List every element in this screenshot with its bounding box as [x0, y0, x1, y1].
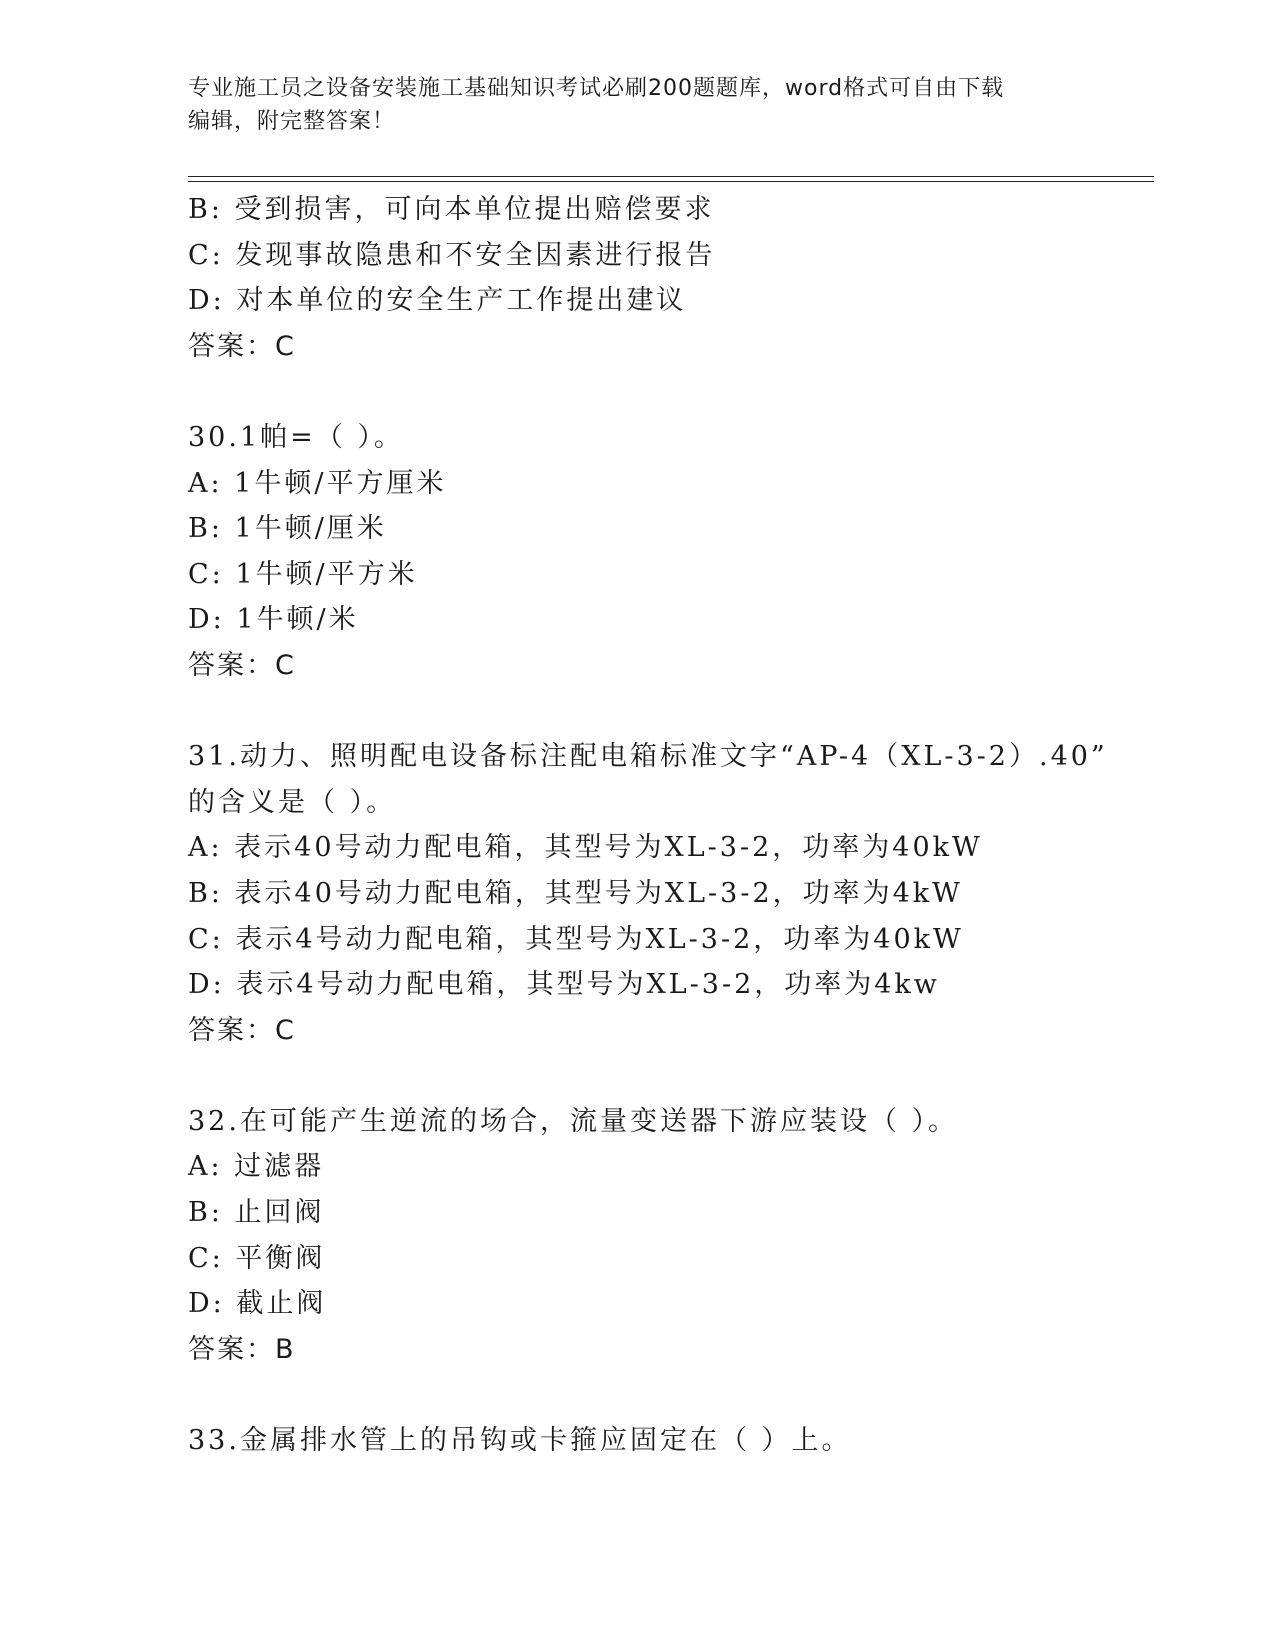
header-title-line-2: 编辑，附完整答案！ — [188, 109, 396, 134]
question-32-block — [188, 1099, 1154, 1373]
question-31-option-c: C: 表示4号动力配电箱，其型号为XL-3-2，功率为40kW — [188, 923, 964, 955]
question-31-block — [188, 734, 1154, 1053]
document-header — [188, 72, 1068, 138]
question-33-stem: 33.金属排水管上的吊钩或卡箍应固定在（ ）上。 — [188, 1425, 852, 1457]
question-31-answer: 答案：C — [188, 1014, 296, 1046]
question-31-option-b: B: 表示40号动力配电箱，其型号为XL-3-2，功率为4kW — [188, 877, 963, 909]
question-30-answer: 答案：C — [188, 649, 296, 681]
question-32-answer: 答案：B — [188, 1333, 296, 1365]
question-29-option-d: D: 对本单位的安全生产工作提出建议 — [188, 285, 687, 317]
question-32-stem: 32.在可能产生逆流的场合，流量变送器下游应装设（ ）。 — [188, 1105, 959, 1137]
question-33-block — [188, 1418, 1154, 1464]
question-30-option-c: C: 1牛顿/平方米 — [188, 558, 418, 590]
spacer — [188, 1372, 1154, 1418]
question-29-option-c: C: 发现事故隐患和不安全因素进行报告 — [188, 239, 716, 271]
question-29-answer: 答案：C — [188, 330, 296, 362]
header-title-line-1: 专业施工员之设备安装施工基础知识考试必刷200题题库，word格式可自由下载 — [188, 76, 1005, 101]
question-29-block — [188, 187, 1154, 369]
header-divider-top — [188, 176, 1154, 177]
question-29-option-b: B: 受到损害，可向本单位提出赔偿要求 — [188, 194, 715, 225]
question-32-option-d: D: 截止阀 — [188, 1288, 327, 1320]
question-list — [188, 187, 1154, 1464]
question-31-option-d: D: 表示4号动力配电箱，其型号为XL-3-2，功率为4kw — [188, 969, 940, 1001]
spacer — [188, 689, 1154, 735]
question-31-stem-line-1: 31.动力、照明配电设备标注配电箱标准文字“AP-4（XL-3-2）.40” — [188, 741, 1108, 773]
question-30-option-a: A: 1牛顿/平方厘米 — [188, 467, 447, 499]
question-32-option-b: B: 止回阀 — [188, 1197, 325, 1229]
question-31-option-a: A: 表示40号动力配电箱，其型号为XL-3-2，功率为40kW — [188, 832, 983, 864]
question-31-stem-line-2: 的含义是（ ）。 — [188, 786, 397, 818]
question-32-option-c: C: 平衡阀 — [188, 1242, 326, 1274]
header-divider-bottom — [188, 181, 1154, 182]
question-30-option-b: B: 1牛顿/厘米 — [188, 513, 387, 545]
question-30-stem: 30.1帕=（ ）。 — [188, 421, 404, 453]
question-30-option-d: D: 1牛顿/米 — [188, 604, 359, 636]
spacer — [188, 369, 1154, 415]
question-32-option-a: A: 过滤器 — [188, 1151, 325, 1183]
spacer — [188, 1053, 1154, 1099]
question-30-block — [188, 415, 1154, 689]
